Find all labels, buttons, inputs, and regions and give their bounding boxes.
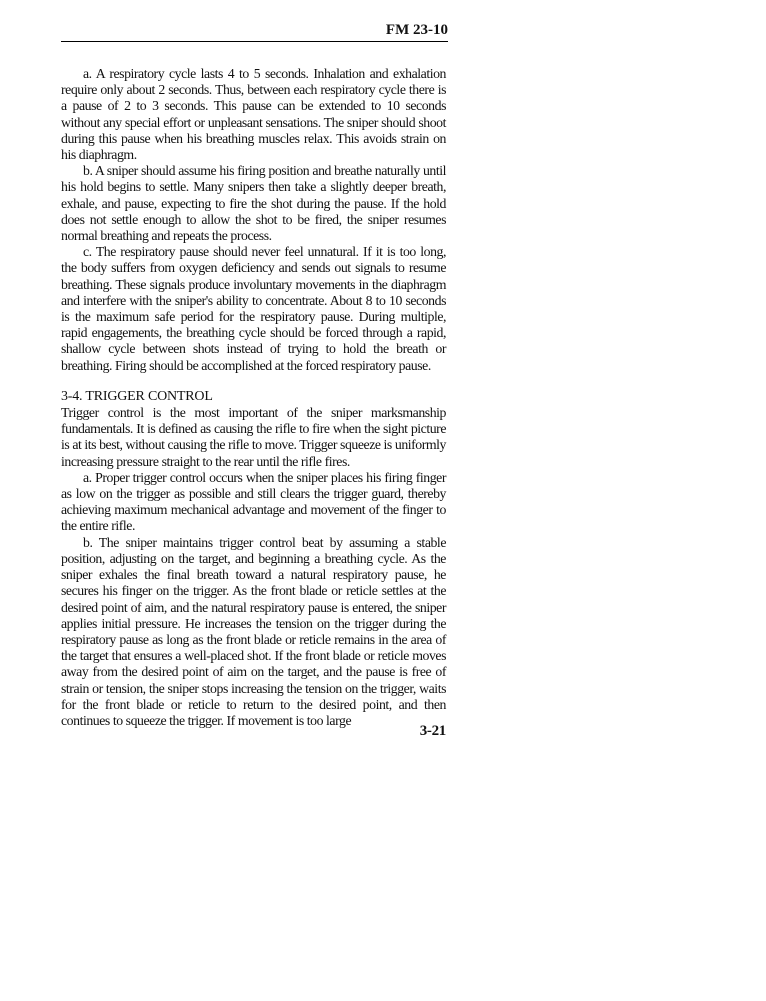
breathing-paragraph-a: a. A respiratory cycle lasts 4 to 5 seconds. Inhalation and exhalation require only about 2 seconds. Thus, between each respiratory cycle there is a pause of 2 to 3 seconds. This pause can be extended to 10 seconds without any special effort or unpleasant sensations. The sniper should shoot during this pause when his breathing muscles relax. This avoids strain on his diaphragm. (61, 66, 446, 163)
trigger-intro-paragraph: Trigger control is the most important of the sniper marksmanship fundamentals. It is defined as causing the rifle to fire when the sight picture is at its best, without causing the rifle to move. Trigger squeeze is uniformly increasing pressure straight to the rear until the rifle fires. (61, 405, 446, 469)
breathing-paragraph-b: b. A sniper should assume his firing position and breathe naturally until his hold begins to settle. Many snipers then take a slightly deeper breath, exhale, and pause, expecting to fire the shot during the pause. If the hold does not settle enough to allow the shot to be fired, the sniper resumes normal breathing and repeats the process. (61, 163, 446, 244)
trigger-paragraph-a: a. Proper trigger control occurs when the sniper places his firing finger as low on the trigger as possible and still clears the trigger guard, thereby achieving maximum mechanical advantage and movement of the finger to the entire rifle. (61, 469, 446, 534)
section-heading-trigger-control: 3-4. TRIGGER CONTROL (61, 388, 213, 404)
page-body (61, 66, 446, 729)
breathing-paragraph-c: c. The respiratory pause should never feel unnatural. If it is too long, the body suffers from oxygen deficiency and sends out signals to resume breathing. These signals produce involuntary movements in the diaphragm and interfere with the sniper's ability to concentrate. About 8 to 10 seconds is the maximum safe period for the respiratory pause. During multiple, rapid engagements, the breathing cycle should be forced through a rapid, shallow cycle between shots instead of trying to hold the breath or breathing. Firing should be accomplished at the forced respiratory pause. (61, 244, 446, 373)
page-number: 3-21 (419, 723, 446, 739)
header-rule (61, 41, 448, 42)
trigger-paragraph-b: b. The sniper maintains trigger control beat by assuming a stable position, adjusting on the target, and beginning a breathing cycle. As the sniper exhales the final breath toward a natural respiratory pause, he secures his finger on the trigger. As the front blade or reticle settles at the desired point of aim, and the natural respiratory pause is entered, the sniper applies initial pressure. He increases the tension on the trigger during the respiratory pause as long as the front blade or reticle remains in the area of the target that ensures a well-placed shot. If the front blade or reticle moves away from the desired point of aim on the target, and the pause is free of strain or tension, the sniper stops increasing the tension on the trigger, waits for the front blade or reticle to return to the desired point, and then continues to squeeze the trigger. If movement is too large (61, 534, 446, 728)
manual-id-header: FM 23-10 (385, 22, 448, 38)
